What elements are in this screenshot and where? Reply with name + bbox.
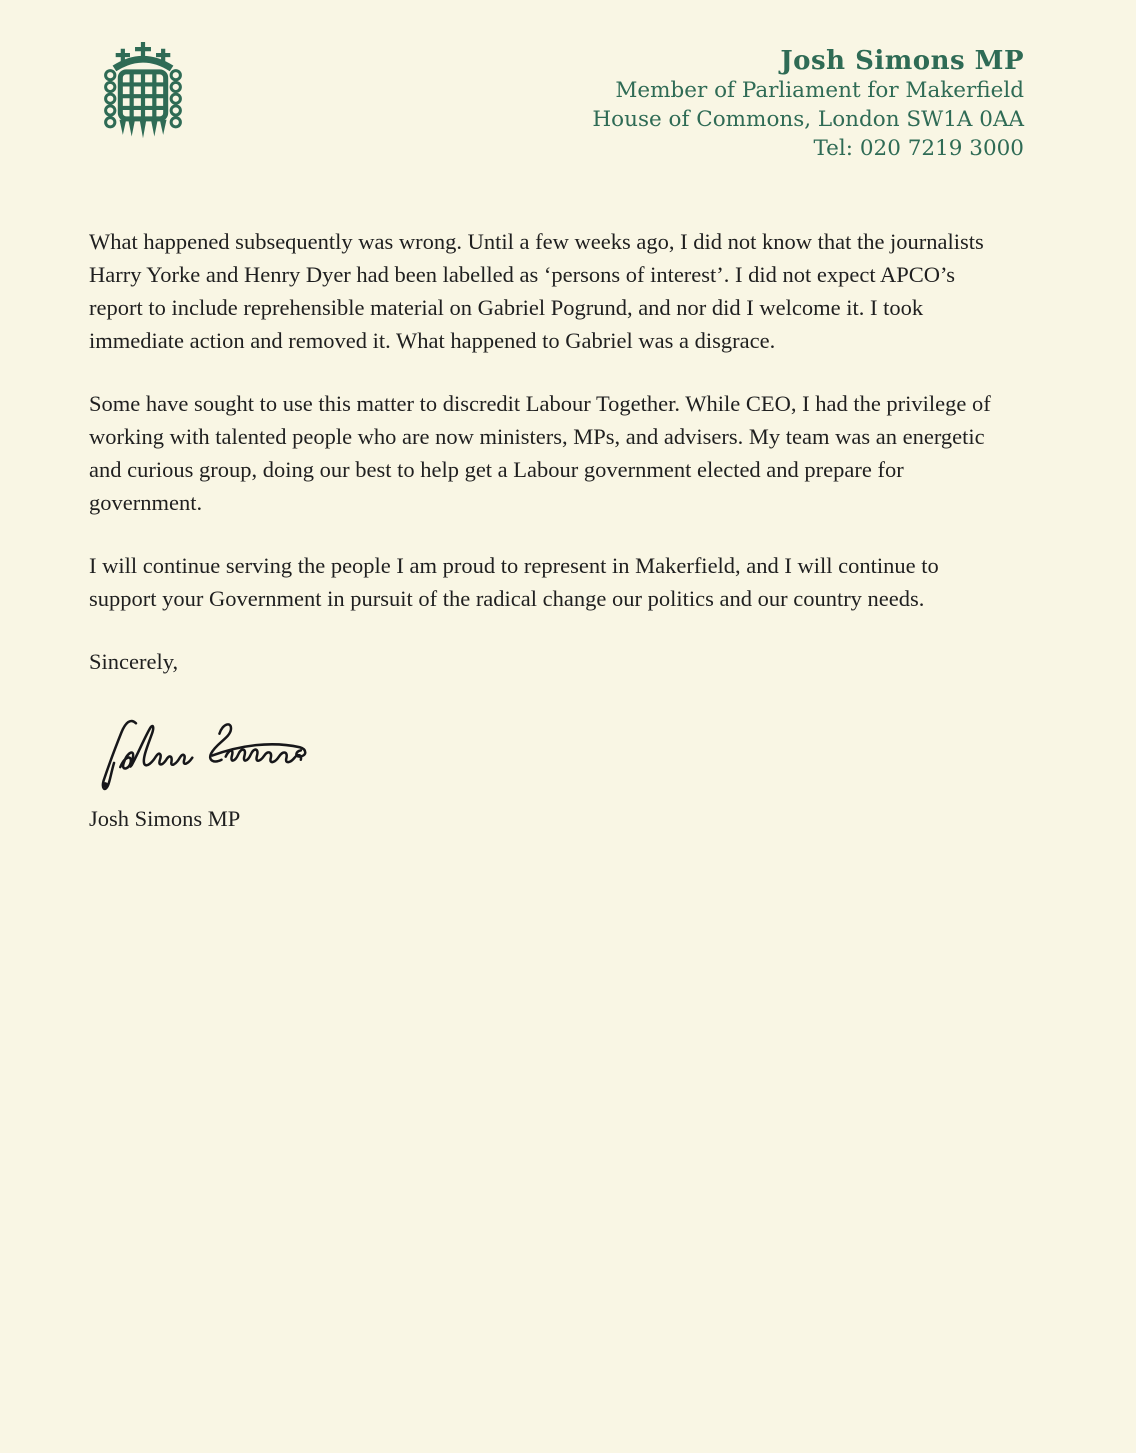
signature-block (89, 708, 994, 800)
typed-name: Josh Simons MP (89, 806, 241, 831)
contact-block (592, 46, 1024, 163)
paragraph-3: I will continue serving the people I am proud to represent in Makerfield, and I will continue to support your Government in pursuit of the radical change our politics and our country needs. (89, 553, 939, 611)
mp-name: Josh Simons MP (780, 46, 1024, 76)
letterhead (89, 42, 1024, 163)
handwritten-signature (89, 708, 329, 798)
mp-address: House of Commons, London SW1A 0AA (592, 107, 1024, 132)
letter-body (89, 225, 994, 835)
mp-telephone: Tel: 020 7219 3000 (813, 136, 1024, 161)
portcullis-crest-icon (101, 42, 185, 142)
paragraph-2: Some have sought to use this matter to discredit Labour Together. While CEO, I had the privilege of working with talented people who are now ministers, MPs, and advisers. My team was an energetic and curious group, doing our best to help get a Labour government elected and prepare for government. (89, 391, 991, 515)
mp-role: Member of Parliament for Makerfield (615, 78, 1024, 103)
closing-salutation: Sincerely, (89, 649, 179, 674)
paragraph-1: What happened subsequently was wrong. Until a few weeks ago, I did not know that the journalists Harry Yorke and Henry Dyer had been labelled as ‘persons of interest’. I did not expect APCO’s report to include reprehensible material on Gabriel Pogrund, and nor did I welcome it. I took immediate action and removed it. What happened to Gabriel was a disgrace. (89, 229, 984, 353)
